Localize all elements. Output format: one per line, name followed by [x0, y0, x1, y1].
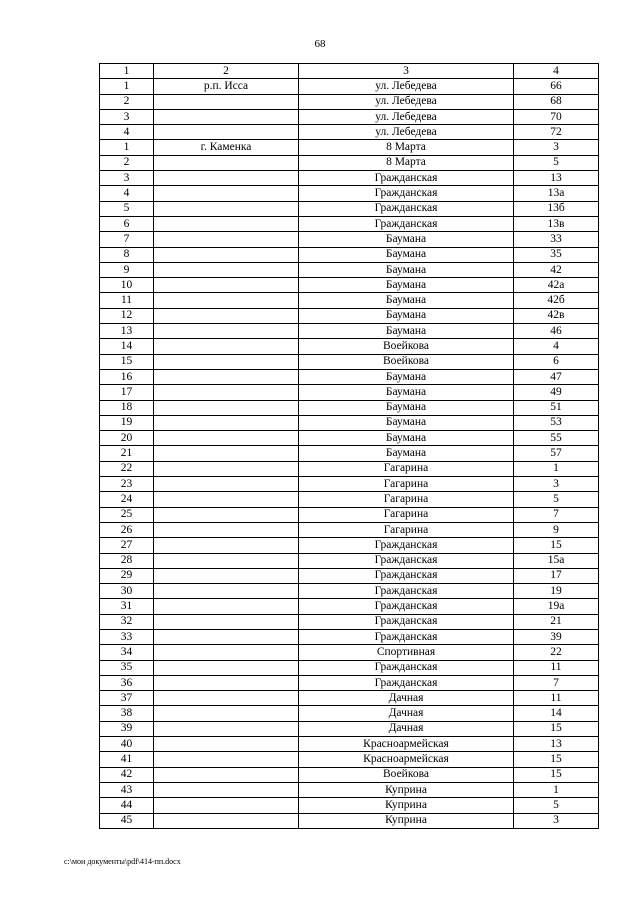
street-cell: Гражданская [299, 675, 514, 690]
house-number-cell: 55 [514, 431, 599, 446]
street-cell: Баумана [299, 324, 514, 339]
table-row [100, 645, 599, 660]
house-number-cell: 42а [514, 278, 599, 293]
street-cell: Дачная [299, 721, 514, 736]
table-row [100, 415, 599, 430]
house-number-cell: 15 [514, 538, 599, 553]
street-cell: Гагарина [299, 507, 514, 522]
row-number-cell: 33 [100, 629, 154, 644]
row-number-cell: 41 [100, 752, 154, 767]
house-number-cell: 7 [514, 675, 599, 690]
table-row [100, 553, 599, 568]
row-number-cell: 4 [100, 125, 154, 140]
row-number-cell: 21 [100, 446, 154, 461]
settlement-cell [154, 339, 299, 354]
row-number-cell: 37 [100, 691, 154, 706]
table-row [100, 431, 599, 446]
row-number-cell: 19 [100, 415, 154, 430]
street-cell: Гагарина [299, 461, 514, 476]
row-number-cell: 39 [100, 721, 154, 736]
table-row [100, 247, 599, 262]
table-row [100, 94, 599, 109]
row-number-cell: 4 [100, 186, 154, 201]
table-row [100, 140, 599, 155]
street-cell: Баумана [299, 369, 514, 384]
house-number-cell: 5 [514, 492, 599, 507]
street-cell: Гражданская [299, 584, 514, 599]
row-number-cell: 20 [100, 431, 154, 446]
table-row [100, 400, 599, 415]
table-row [100, 752, 599, 767]
settlement-cell [154, 614, 299, 629]
house-number-cell: 70 [514, 109, 599, 124]
street-cell: Куприна [299, 813, 514, 828]
row-number-cell: 5 [100, 201, 154, 216]
row-number-cell: 16 [100, 369, 154, 384]
settlement-cell [154, 201, 299, 216]
row-number-cell: 38 [100, 706, 154, 721]
settlement-cell [154, 308, 299, 323]
house-number-cell: 4 [514, 339, 599, 354]
row-number-cell: 17 [100, 385, 154, 400]
street-cell: Баумана [299, 262, 514, 277]
row-number-cell: 15 [100, 354, 154, 369]
street-cell: Баумана [299, 415, 514, 430]
row-number-cell: 24 [100, 492, 154, 507]
house-number-cell: 7 [514, 507, 599, 522]
house-number-cell: 42 [514, 262, 599, 277]
table-row [100, 614, 599, 629]
table-row [100, 675, 599, 690]
street-cell: Воейкова [299, 339, 514, 354]
street-cell: Гражданская [299, 599, 514, 614]
table-row [100, 798, 599, 813]
house-number-cell: 19 [514, 584, 599, 599]
house-number-cell: 14 [514, 706, 599, 721]
street-cell: Гагарина [299, 492, 514, 507]
settlement-cell [154, 400, 299, 415]
settlement-cell [154, 660, 299, 675]
table-row [100, 324, 599, 339]
street-cell: Гагарина [299, 477, 514, 492]
header-cell: 2 [154, 64, 299, 79]
settlement-cell [154, 369, 299, 384]
table-row [100, 568, 599, 583]
settlement-cell [154, 125, 299, 140]
house-number-cell: 13б [514, 201, 599, 216]
house-number-cell: 9 [514, 522, 599, 537]
settlement-cell [154, 109, 299, 124]
table-row [100, 492, 599, 507]
house-number-cell: 46 [514, 324, 599, 339]
row-number-cell: 6 [100, 216, 154, 231]
settlement-cell [154, 782, 299, 797]
page-number: 68 [314, 38, 326, 50]
house-number-cell: 13 [514, 171, 599, 186]
street-cell: Гражданская [299, 216, 514, 231]
table-row [100, 721, 599, 736]
street-cell: ул. Лебедева [299, 125, 514, 140]
settlement-cell [154, 324, 299, 339]
footer-file-path: c:\мои документы\pdf\414-пп.docx [64, 857, 181, 866]
street-cell: Баумана [299, 308, 514, 323]
table-row [100, 538, 599, 553]
settlement-cell [154, 492, 299, 507]
row-number-cell: 35 [100, 660, 154, 675]
street-cell: Гражданская [299, 660, 514, 675]
settlement-cell: г. Каменка [154, 140, 299, 155]
settlement-cell [154, 446, 299, 461]
row-number-cell: 11 [100, 293, 154, 308]
row-number-cell: 13 [100, 324, 154, 339]
settlement-cell [154, 691, 299, 706]
street-cell: Гражданская [299, 614, 514, 629]
table-row [100, 446, 599, 461]
house-number-cell: 6 [514, 354, 599, 369]
row-number-cell: 30 [100, 584, 154, 599]
street-cell: Гагарина [299, 522, 514, 537]
house-number-cell: 35 [514, 247, 599, 262]
row-number-cell: 22 [100, 461, 154, 476]
settlement-cell [154, 522, 299, 537]
row-number-cell: 42 [100, 767, 154, 782]
house-number-cell: 47 [514, 369, 599, 384]
house-number-cell: 42б [514, 293, 599, 308]
street-cell: Гражданская [299, 553, 514, 568]
house-number-cell: 72 [514, 125, 599, 140]
settlement-cell [154, 737, 299, 752]
street-cell: Баумана [299, 232, 514, 247]
settlement-cell [154, 354, 299, 369]
settlement-cell [154, 752, 299, 767]
table-row [100, 584, 599, 599]
house-number-cell: 53 [514, 415, 599, 430]
settlement-cell [154, 568, 299, 583]
table-row [100, 660, 599, 675]
table-row [100, 369, 599, 384]
settlement-cell [154, 431, 299, 446]
house-number-cell: 1 [514, 461, 599, 476]
house-number-cell: 39 [514, 629, 599, 644]
street-cell: Дачная [299, 691, 514, 706]
row-number-cell: 2 [100, 94, 154, 109]
street-cell: Гражданская [299, 171, 514, 186]
table-row [100, 813, 599, 828]
settlement-cell [154, 767, 299, 782]
house-number-cell: 3 [514, 140, 599, 155]
settlement-cell [154, 385, 299, 400]
street-cell: Красноармейская [299, 752, 514, 767]
table-row [100, 385, 599, 400]
house-number-cell: 13а [514, 186, 599, 201]
settlement-cell [154, 798, 299, 813]
house-number-cell: 11 [514, 691, 599, 706]
row-number-cell: 9 [100, 262, 154, 277]
table-row [100, 354, 599, 369]
house-number-cell: 3 [514, 477, 599, 492]
row-number-cell: 29 [100, 568, 154, 583]
street-cell: 8 Марта [299, 140, 514, 155]
table-row [100, 232, 599, 247]
table-row [100, 477, 599, 492]
table-row [100, 186, 599, 201]
address-table [99, 63, 599, 829]
row-number-cell: 34 [100, 645, 154, 660]
street-cell: 8 Марта [299, 155, 514, 170]
street-cell: Баумана [299, 385, 514, 400]
street-cell: Воейкова [299, 767, 514, 782]
row-number-cell: 3 [100, 109, 154, 124]
table-row [100, 706, 599, 721]
row-number-cell: 3 [100, 171, 154, 186]
settlement-cell [154, 813, 299, 828]
settlement-cell [154, 553, 299, 568]
settlement-cell [154, 262, 299, 277]
house-number-cell: 19а [514, 599, 599, 614]
settlement-cell [154, 584, 299, 599]
settlement-cell [154, 247, 299, 262]
table-row [100, 155, 599, 170]
house-number-cell: 1 [514, 782, 599, 797]
row-number-cell: 27 [100, 538, 154, 553]
street-cell: Гражданская [299, 568, 514, 583]
street-cell: Гражданская [299, 186, 514, 201]
house-number-cell: 49 [514, 385, 599, 400]
house-number-cell: 15 [514, 721, 599, 736]
table-row [100, 278, 599, 293]
row-number-cell: 44 [100, 798, 154, 813]
table-row [100, 737, 599, 752]
settlement-cell [154, 599, 299, 614]
house-number-cell: 3 [514, 813, 599, 828]
house-number-cell: 42в [514, 308, 599, 323]
street-cell: ул. Лебедева [299, 79, 514, 94]
table-row [100, 216, 599, 231]
table-row [100, 461, 599, 476]
table-row [100, 125, 599, 140]
settlement-cell [154, 645, 299, 660]
house-number-cell: 5 [514, 798, 599, 813]
street-cell: Баумана [299, 431, 514, 446]
street-cell: Красноармейская [299, 737, 514, 752]
row-number-cell: 12 [100, 308, 154, 323]
settlement-cell [154, 477, 299, 492]
row-number-cell: 8 [100, 247, 154, 262]
table-row [100, 599, 599, 614]
table-row [100, 522, 599, 537]
settlement-cell [154, 721, 299, 736]
street-cell: Гражданская [299, 629, 514, 644]
row-number-cell: 45 [100, 813, 154, 828]
street-cell: Воейкова [299, 354, 514, 369]
row-number-cell: 31 [100, 599, 154, 614]
settlement-cell [154, 171, 299, 186]
table-row [100, 782, 599, 797]
street-cell: Баумана [299, 446, 514, 461]
settlement-cell [154, 293, 299, 308]
table-row [100, 767, 599, 782]
settlement-cell [154, 507, 299, 522]
settlement-cell [154, 232, 299, 247]
house-number-cell: 68 [514, 94, 599, 109]
street-cell: Баумана [299, 247, 514, 262]
street-cell: Баумана [299, 400, 514, 415]
row-number-cell: 32 [100, 614, 154, 629]
settlement-cell: р.п. Исса [154, 79, 299, 94]
house-number-cell: 5 [514, 155, 599, 170]
row-number-cell: 26 [100, 522, 154, 537]
table-row [100, 308, 599, 323]
settlement-cell [154, 278, 299, 293]
house-number-cell: 15 [514, 767, 599, 782]
settlement-cell [154, 94, 299, 109]
row-number-cell: 14 [100, 339, 154, 354]
header-cell: 1 [100, 64, 154, 79]
house-number-cell: 66 [514, 79, 599, 94]
street-cell: Баумана [299, 293, 514, 308]
header-cell: 3 [299, 64, 514, 79]
settlement-cell [154, 538, 299, 553]
row-number-cell: 7 [100, 232, 154, 247]
street-cell: Куприна [299, 782, 514, 797]
settlement-cell [154, 629, 299, 644]
table-row [100, 171, 599, 186]
table-row [100, 629, 599, 644]
row-number-cell: 36 [100, 675, 154, 690]
table-row [100, 293, 599, 308]
table-row [100, 339, 599, 354]
settlement-cell [154, 675, 299, 690]
table-row [100, 691, 599, 706]
table-row [100, 109, 599, 124]
row-number-cell: 2 [100, 155, 154, 170]
house-number-cell: 11 [514, 660, 599, 675]
settlement-cell [154, 461, 299, 476]
street-cell: ул. Лебедева [299, 94, 514, 109]
settlement-cell [154, 186, 299, 201]
street-cell: ул. Лебедева [299, 109, 514, 124]
row-number-cell: 1 [100, 79, 154, 94]
street-cell: Баумана [299, 278, 514, 293]
street-cell: Дачная [299, 706, 514, 721]
settlement-cell [154, 415, 299, 430]
table-row [100, 201, 599, 216]
row-number-cell: 25 [100, 507, 154, 522]
street-cell: Гражданская [299, 201, 514, 216]
street-cell: Спортивная [299, 645, 514, 660]
row-number-cell: 23 [100, 477, 154, 492]
house-number-cell: 57 [514, 446, 599, 461]
row-number-cell: 1 [100, 140, 154, 155]
table-row [100, 79, 599, 94]
row-number-cell: 10 [100, 278, 154, 293]
row-number-cell: 18 [100, 400, 154, 415]
settlement-cell [154, 216, 299, 231]
row-number-cell: 43 [100, 782, 154, 797]
settlement-cell [154, 706, 299, 721]
house-number-cell: 13в [514, 216, 599, 231]
table-row [100, 507, 599, 522]
house-number-cell: 15 [514, 752, 599, 767]
house-number-cell: 21 [514, 614, 599, 629]
table-row [100, 262, 599, 277]
settlement-cell [154, 155, 299, 170]
house-number-cell: 22 [514, 645, 599, 660]
house-number-cell: 17 [514, 568, 599, 583]
table-header-row [100, 64, 599, 79]
house-number-cell: 15а [514, 553, 599, 568]
street-cell: Гражданская [299, 538, 514, 553]
house-number-cell: 51 [514, 400, 599, 415]
row-number-cell: 40 [100, 737, 154, 752]
house-number-cell: 33 [514, 232, 599, 247]
house-number-cell: 13 [514, 737, 599, 752]
header-cell: 4 [514, 64, 599, 79]
row-number-cell: 28 [100, 553, 154, 568]
street-cell: Куприна [299, 798, 514, 813]
